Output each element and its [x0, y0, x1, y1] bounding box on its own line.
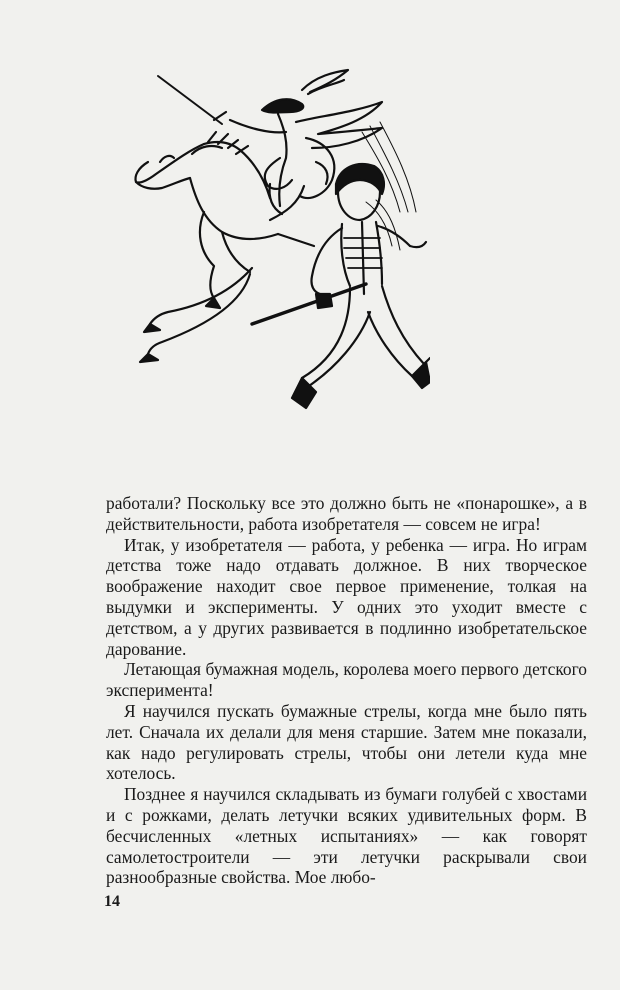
page-number: 14 — [104, 893, 120, 910]
illustration — [130, 62, 430, 434]
paragraph: работали? Поскольку все это должно быть не «понарошке», а в действительности, работа изобретателя — совсем не игра! — [106, 493, 587, 534]
rider-and-boy-sketch — [130, 62, 430, 434]
paragraph: Итак, у изобретателя — работа, у ребенка — игра. Но играм детства тоже надо отдавать должное. В них творческое воображение находит свое первое применение, толкая на выдумки и эксперименты. У одних это уходит вместе с детством, а у других развивается в подлинно изобретательское дарование. — [106, 534, 587, 659]
paragraph: Я научился пускать бумажные стрелы, когда мне было пять лет. Сначала их делали для меня старшие. Затем мне показали, как надо регулировать стрелы, чтобы они летели куда мне хотелось. — [106, 700, 587, 784]
body-text — [106, 493, 587, 888]
paragraph: Летающая бумажная модель, королева моего первого детского эксперимента! — [106, 659, 587, 701]
paragraph: Позднее я научился складывать из бумаги голубей с хвостами и с рожками, делать летучки всяких удивительных форм. В бесчисленных «летных испытаниях» — как говорят самолетостроители — эти летучки раскрывали свои разнообразные свойства. Мое любо- — [106, 784, 587, 888]
